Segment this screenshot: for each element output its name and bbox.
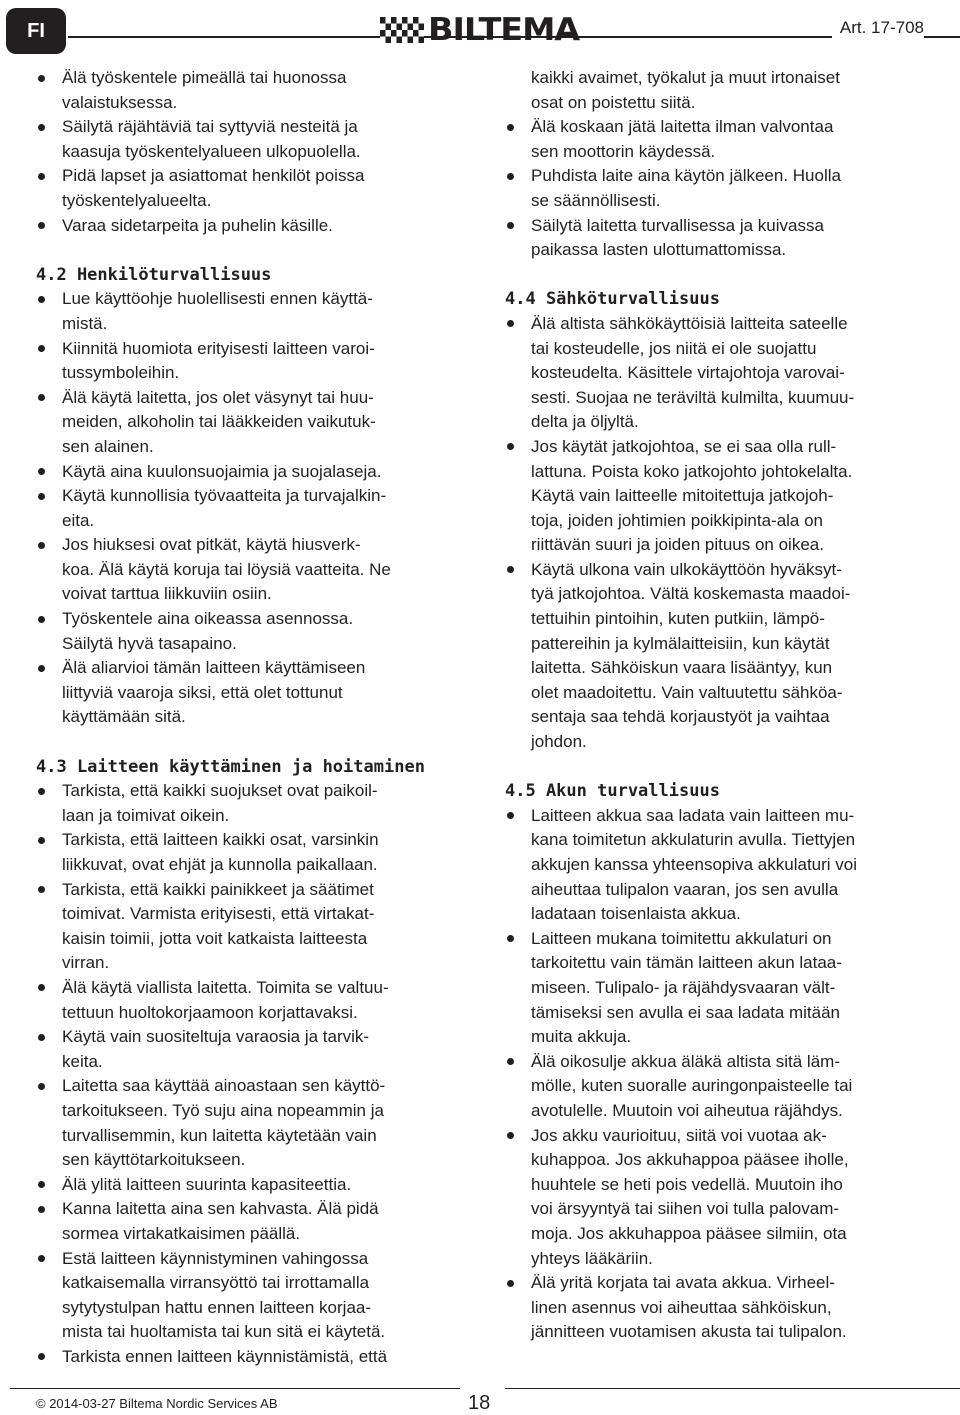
text-line: Varaa sidetarpeita ja puhelin käsille. <box>62 215 333 235</box>
section-heading-4-4: 4.4 Sähköturvallisuus <box>505 289 720 310</box>
list-item <box>36 115 466 164</box>
list-item <box>36 337 466 386</box>
text-line: mistä. <box>62 313 108 333</box>
text-line: muita akkuja. <box>531 1027 632 1047</box>
text-line: Älä ylitä laitteen suurinta kapasiteettia. <box>62 1174 352 1194</box>
text-line: meiden, alkoholin tai lääkkeiden vaikutuk- <box>62 412 376 432</box>
text-line: Puhdista laite aina käytön jälkeen. Huolla <box>531 166 841 186</box>
text-line: Käytä vain laitteelle mitoitettuja jatkojoh- <box>531 486 834 506</box>
text-line: toja, joiden johtimien poikkipinta-ala on <box>531 510 824 530</box>
list-4-2 <box>36 287 466 730</box>
text-line: Säilytä laitetta turvallisessa ja kuivassa <box>531 215 824 235</box>
copyright-notice: © 2014-03-27 Biltema Nordic Services AB <box>36 1396 278 1411</box>
text-line: paikassa lasten ulottumattomissa. <box>531 240 787 260</box>
text-line: Laitteen akkua saa ladata vain laitteen mu- <box>531 805 855 825</box>
text-line: Estä laitteen käynnistyminen vahingossa <box>62 1248 369 1268</box>
list-item <box>36 1345 466 1370</box>
text-line: koa. Älä käytä koruja tai löysiä vaatteita. Ne <box>62 559 391 579</box>
checker-flag-icon <box>380 17 424 43</box>
text-line: Älä käytä laitetta, jos olet väsynyt tai huu- <box>62 387 374 407</box>
text-line: valaistuksessa. <box>62 92 178 112</box>
text-line: Säilytä hyvä tasapaino. <box>62 633 237 653</box>
text-line: kaikki avaimet, työkalut ja muut irtonaiset <box>531 68 840 87</box>
text-line: kana toimitetun akkulaturin avulla. Tiettyjen <box>531 830 856 850</box>
text-line: liittyviä vaaroja siksi, että olet tottunut <box>62 682 343 702</box>
text-line: voivat tarttua liikkuviin osiin. <box>62 584 272 604</box>
page-header <box>0 0 960 62</box>
text-line: ladataan toisenlaista akkua. <box>531 904 741 924</box>
text-line: Pidä lapset ja asiattomat henkilöt poissa <box>62 166 365 186</box>
list-item <box>36 1247 466 1345</box>
list-item <box>36 214 466 239</box>
list-item <box>505 927 930 1050</box>
list-item <box>505 558 930 755</box>
text-line: Tarkista, että kaikki suojukset ovat paikoil- <box>62 781 378 801</box>
list-4-5 <box>505 804 930 1345</box>
list-item <box>505 214 930 263</box>
text-line: Älä käytä viallista laitetta. Toimita se valtuu- <box>62 977 389 997</box>
list-item <box>36 1197 466 1246</box>
brand-name: BILTEMA <box>428 12 580 48</box>
text-line: sen alainen. <box>62 436 154 456</box>
text-line: työskentelyalueelta. <box>62 190 212 210</box>
list-item <box>36 828 466 877</box>
list-item <box>505 435 930 558</box>
list-item <box>505 1124 930 1272</box>
list-item <box>36 656 466 730</box>
list-4-4 <box>505 312 930 755</box>
text-line: laitetta. Sähköiskun vaara lisääntyy, kun <box>531 658 833 678</box>
list-item <box>36 976 466 1025</box>
text-line: sesti. Suojaa ne teräviltä kulmilta, kuumuu- <box>531 387 855 407</box>
brand-logo <box>380 12 580 48</box>
text-line: delta ja öljyltä. <box>531 412 639 432</box>
text-line: se säännöllisesti. <box>531 190 661 210</box>
list-item <box>36 533 466 607</box>
list-item <box>36 460 466 485</box>
text-line: sen käyttötarkoitukseen. <box>62 1150 246 1170</box>
text-line: Tarkista ennen laitteen käynnistämistä, että <box>62 1346 388 1366</box>
section-heading-4-5: 4.5 Akun turvallisuus <box>505 781 720 802</box>
text-line: Käytä kunnollisia työvaatteita ja turvajalkin- <box>62 486 387 506</box>
list-item <box>505 804 930 927</box>
article-number: Art. 17-708 <box>832 18 924 38</box>
text-line: Älä aliarvioi tämän laitteen käyttämiseen <box>62 658 366 678</box>
text-line: tettuihin pintoihin, kuten putkiin, lämpö- <box>531 609 825 629</box>
text-line: Älä koskaan jätä laitetta ilman valvontaa <box>531 117 834 137</box>
text-line: keita. <box>62 1051 103 1071</box>
section-heading-4-2: 4.2 Henkilöturvallisuus <box>36 264 272 285</box>
intro-list-left <box>36 66 466 238</box>
text-line: mölle, kuten suoralle auringonpaisteelle tai <box>531 1076 853 1096</box>
text-line: tämiseksi sen avulla ei saa ladata mitään <box>531 1002 840 1022</box>
text-line: kaisin toimii, jotta voit katkaista laitteesta <box>62 928 368 948</box>
footer-rule-left <box>10 1388 460 1389</box>
text-line: Älä altista sähkökäyttöisiä laitteita sateelle <box>531 313 848 333</box>
text-line: Älä oikosulje akkua äläkä altista sitä läm- <box>531 1051 840 1071</box>
text-line: sentaja saa tehdä korjaustyöt ja vaihtaa <box>531 707 830 727</box>
text-line: käyttämään sitä. <box>62 707 186 727</box>
text-line: liikkuvat, ovat ehjät ja kunnolla paikallaan. <box>62 855 378 874</box>
text-line: jännitteen vuotamisen akusta tai tulipalon. <box>531 1322 847 1342</box>
text-line: linen asennus voi aiheuttaa sähköiskun, <box>531 1297 832 1317</box>
text-line: tettuun huoltokorjaamoon korjattavaksi. <box>62 1002 358 1022</box>
text-line: riittävän suuri ja joiden pituus on oikea. <box>531 535 824 555</box>
text-line: kaasuja työskentelyalueen ulkopuolella. <box>62 141 361 161</box>
text-line: Tarkista, että kaikki painikkeet ja säätimet <box>62 879 374 899</box>
text-line: pattereihin ja kylmälaitteisiin, kun käytät <box>531 633 830 653</box>
text-line: sytytystulpan hattu ennen laitteen korjaa- <box>62 1297 372 1317</box>
text-line: Kanna laitetta aina sen kahvasta. Älä pidä <box>62 1199 379 1219</box>
list-item <box>36 1025 466 1074</box>
list-item <box>36 484 466 533</box>
section-heading-4-3: 4.3 Laitteen käyttäminen ja hoitaminen <box>36 756 425 777</box>
list-item <box>505 1050 930 1124</box>
text-line: Jos käytät jatkojohtoa, se ei saa olla rull- <box>531 436 837 456</box>
text-line: sormea virtakatkaisimen päällä. <box>62 1223 301 1243</box>
text-line: avotulelle. Muutoin voi aiheutua räjähdys. <box>531 1100 843 1120</box>
text-line: turvallisemmin, kun laitetta käytetään vain <box>62 1125 377 1145</box>
list-item <box>36 66 466 115</box>
text-line: virran. <box>62 953 110 973</box>
text-line: moja. Jos akkuhappoa pääsee silmiin, ota <box>531 1223 847 1243</box>
text-line: toimivat. Varmista erityisesti, että virtakat- <box>62 904 375 924</box>
list-item <box>505 1271 930 1345</box>
list-item <box>36 878 466 976</box>
text-line: Käytä aina kuulonsuojaimia ja suojalaseja. <box>62 461 382 481</box>
text-line: Laitetta saa käyttää ainoastaan sen käyttö- <box>62 1076 386 1096</box>
intro-list-right <box>505 115 930 263</box>
list-item <box>505 164 930 213</box>
text-line: lattuna. Poista koko jatkojohto johtokelalta. <box>531 461 853 481</box>
text-line: miseen. Tulipalo- ja räjähdysvaaran vält- <box>531 977 836 997</box>
text-line: huuhtele se heti pois vedellä. Muutoin iho <box>531 1174 843 1194</box>
list-item <box>36 287 466 336</box>
text-line: kuhappoa. Jos akkuhappoa pääsee iholle, <box>531 1150 849 1170</box>
text-line: tarkoitukseen. Työ suju aina nopeammin ja <box>62 1100 384 1120</box>
continued-text <box>505 66 930 115</box>
text-line: Käytä vain suositeltuja varaosia ja tarvik- <box>62 1027 370 1047</box>
text-line: Käytä ulkona vain ulkokäyttöön hyväksyt- <box>531 559 842 579</box>
text-line: Älä yritä korjata tai avata akkua. Virheel- <box>531 1273 835 1293</box>
list-item <box>505 312 930 435</box>
list-item <box>36 1074 466 1172</box>
text-line: olet maadoitettu. Vain valtuutettu sähköa- <box>531 682 843 702</box>
list-item <box>36 607 466 656</box>
page-number: 18 <box>468 1392 491 1414</box>
text-line: tarkoitettu vain tämän laitteen akun lataa- <box>531 953 842 973</box>
list-4-3 <box>36 779 466 1369</box>
list-item <box>36 164 466 213</box>
text-line: Säilytä räjähtäviä tai syttyviä nesteitä ja <box>62 117 358 137</box>
text-line: yhteys lääkäriin. <box>531 1248 653 1268</box>
text-line: Jos hiuksesi ovat pitkät, käytä hiusverk- <box>62 535 361 555</box>
text-line: laan ja toimivat oikein. <box>62 805 230 825</box>
list-item <box>36 386 466 460</box>
text-line: johdon. <box>531 732 587 752</box>
text-line: sen moottorin käydessä. <box>531 141 716 161</box>
left-column <box>36 66 466 1369</box>
list-item <box>36 1173 466 1198</box>
text-line: tai kosteudelle, jos niitä ei ole suojattu <box>531 338 817 358</box>
text-line: akkujen kanssa yhteensopiva akkulaturi voi <box>531 855 858 874</box>
text-line: Tarkista, että laitteen kaikki osat, varsinkin <box>62 830 379 850</box>
right-column <box>505 66 930 1345</box>
list-item <box>36 779 466 828</box>
text-line: katkaisemalla virransyöttö tai irrottamalla <box>62 1273 370 1293</box>
text-line: Lue käyttöohje huolellisesti ennen käyttä- <box>62 289 373 309</box>
text-line: Älä työskentele pimeällä tai huonossa <box>62 68 347 87</box>
text-line: tussymboleihin. <box>62 363 180 383</box>
text-line: Kiinnitä huomiota erityisesti laitteen varoi- <box>62 338 375 358</box>
text-line: Jos akku vaurioituu, siitä voi vuotaa ak- <box>531 1125 827 1145</box>
text-line: aiheuttaa tulipalon vaaran, jos sen avulla <box>531 879 839 899</box>
text-line: tyä jatkojohtoa. Vältä koskemasta maadoi- <box>531 584 851 604</box>
text-line: voi ärsyyntyä tai siihen voi tulla palovam- <box>531 1199 840 1219</box>
text-line: osat on poistettu siitä. <box>531 92 696 112</box>
language-badge: FI <box>6 8 66 54</box>
text-line: eita. <box>62 510 95 530</box>
text-line: Laitteen mukana toimitettu akkulaturi on <box>531 928 832 948</box>
text-line: Työskentele aina oikeassa asennossa. <box>62 609 354 629</box>
footer-rule-right <box>505 1388 960 1389</box>
list-item <box>505 115 930 164</box>
text-line: kosteudelta. Käsittele virtajohtoja varovai- <box>531 363 845 383</box>
text-line: mista tai huoltamista tai kun sitä ei käytetä. <box>62 1322 386 1342</box>
